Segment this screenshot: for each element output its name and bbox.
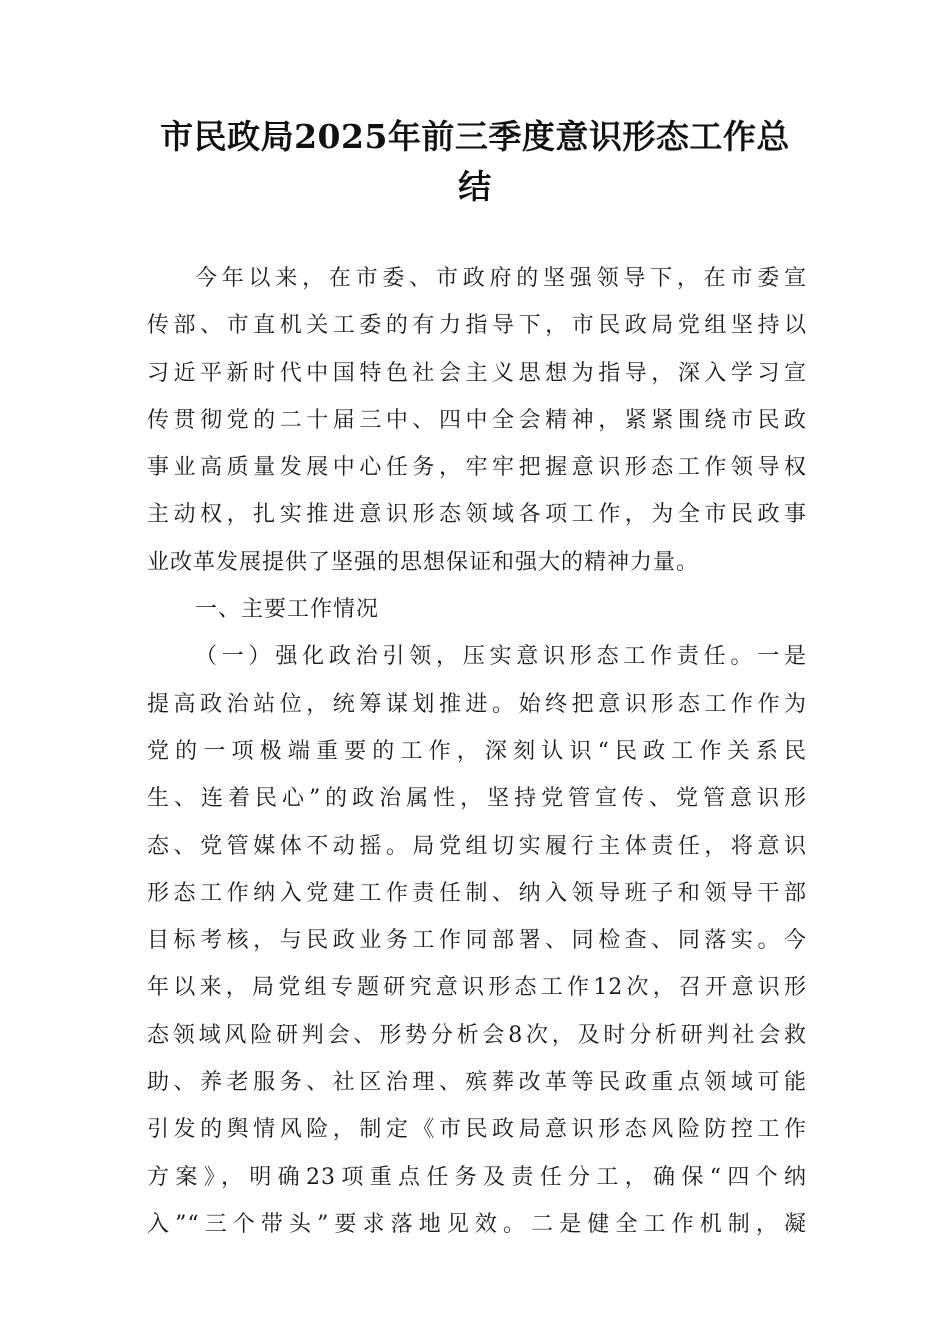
intro-paragraph-line: 业改革发展提供了坚强的思想保证和强大的精神力量。: [147, 549, 700, 575]
document-title: [140, 112, 810, 212]
section-heading: 一、主要工作情况: [195, 597, 380, 623]
section-paragraph-line: 入”“三个带头”要求落地见效。二是健全工作机制，凝: [147, 1211, 807, 1237]
intro-paragraph-line: 主动权，扎实推进意识形态领域各项工作，为全市民政事: [147, 502, 807, 528]
section-paragraph-line: 党的一项极端重要的工作，深刻认识“民政工作关系民: [147, 738, 807, 764]
title-line-1: 市民政局2025年前三季度意识形态工作总: [160, 117, 790, 156]
title-line-2: 结: [458, 167, 492, 206]
section-paragraph-line: 引发的舆情风险，制定《市民政局意识形态风险防控工作: [147, 1117, 807, 1143]
section-paragraph-line: 方案》，明确23项重点任务及责任分工，确保“四个纳: [147, 1164, 807, 1190]
intro-paragraph-line: 事业高质量发展中心任务，牢牢把握意识形态工作领导权: [147, 455, 807, 481]
section-paragraph-line: 目标考核，与民政业务工作同部署、同检查、同落实。今: [147, 928, 807, 954]
intro-paragraph-line: 习近平新时代中国特色社会主义思想为指导，深入学习宣: [147, 360, 807, 386]
section-paragraph-line: （一）强化政治引领，压实意识形态工作责任。一是: [195, 644, 807, 670]
section-paragraph-line: 形态工作纳入党建工作责任制、纳入领导班子和领导干部: [147, 880, 807, 906]
intro-paragraph-line: 传贯彻党的二十届三中、四中全会精神，紧紧围绕市民政: [147, 407, 807, 433]
intro-paragraph-line: 传部、市直机关工委的有力指导下，市民政局党组坚持以: [147, 313, 807, 339]
document-body: [147, 255, 807, 1248]
section-paragraph-line: 生、连着民心”的政治属性，坚持党管宣传、党管意识形: [147, 786, 807, 812]
section-paragraph-line: 年以来，局党组专题研究意识形态工作12次，召开意识形: [147, 975, 807, 1001]
section-paragraph-line: 提高政治站位，统筹谋划推进。始终把意识形态工作作为: [147, 691, 807, 717]
intro-paragraph-line: 今年以来，在市委、市政府的坚强领导下，在市委宣: [195, 266, 807, 291]
section-paragraph-line: 态、党管媒体不动摇。局党组切实履行主体责任，将意识: [147, 833, 807, 859]
section-paragraph-line: 态领域风险研判会、形势分析会8次，及时分析研判社会救: [147, 1022, 807, 1048]
section-paragraph-line: 助、养老服务、社区治理、殡葬改革等民政重点领域可能: [147, 1070, 807, 1096]
